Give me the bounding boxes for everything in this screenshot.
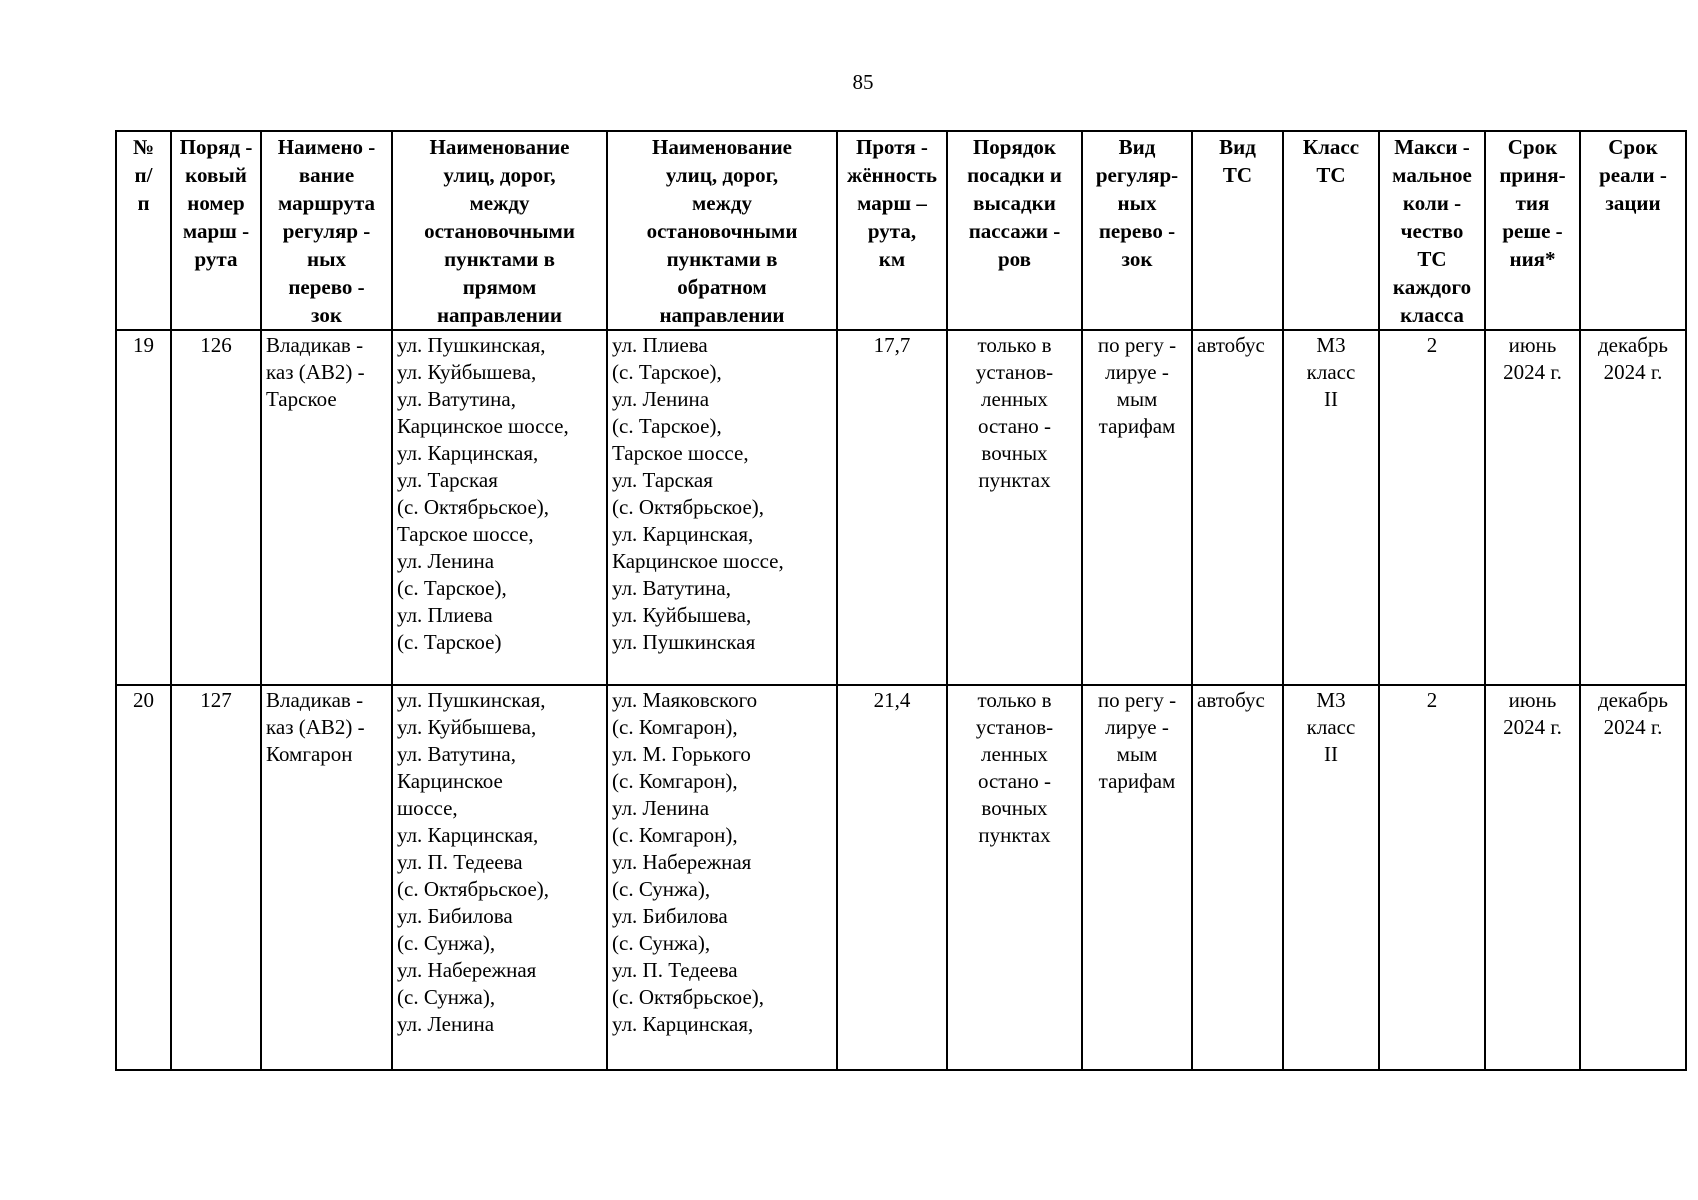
cell-number: 19 [116,330,171,685]
header-route-name: Наимено - вание маршрута регуляр - ных перево - зок [261,131,392,330]
cell-boarding-order: только в установ- ленных остано - вочных пунктах [947,330,1082,685]
cell-max-vehicles: 2 [1379,685,1485,1070]
table-row [116,685,1686,1070]
cell-route-length: 21,4 [837,685,947,1070]
cell-decision-date: июнь 2024 г. [1485,330,1580,685]
header-route-number: Поряд - ковый номер марш - рута [171,131,261,330]
header-reverse-streets: Наименование улиц, дорог, между остановочными пунктами в обратном направлении [607,131,837,330]
routes-table [115,130,1687,1071]
header-transport-type: Вид регуляр- ных перево - зок [1082,131,1192,330]
header-decision-date: Срок приня- тия реше - ния* [1485,131,1580,330]
cell-route-length: 17,7 [837,330,947,685]
cell-forward-streets: ул. Пушкинская, ул. Куйбышева, ул. Ватутина, Карцинское шоссе, ул. Карцинская, ул. Тарская (с. Октябрьское), Тарское шоссе, ул. Ленина (с. Тарское), ул. Плиева (с. Тарское) [392,330,607,685]
page-number: 85 [852,70,874,94]
header-vehicle-type: Вид ТС [1192,131,1283,330]
cell-reverse-streets: ул. Плиева (с. Тарское), ул. Ленина (с. Тарское), Тарское шоссе, ул. Тарская (с. Октябрьское), ул. Карцинская, Карцинское шоссе, ул. Ватутина, ул. Куйбышева, ул. Пушкинская [607,330,837,685]
cell-route-number: 127 [171,685,261,1070]
cell-implementation-date: декабрь 2024 г. [1580,685,1686,1070]
cell-vehicle-type: автобус [1192,685,1283,1070]
cell-max-vehicles: 2 [1379,330,1485,685]
cell-boarding-order: только в установ- ленных остано - вочных пунктах [947,685,1082,1070]
header-number: № п/ п [116,131,171,330]
cell-transport-type: по регу - лируе - мым тарифам [1082,330,1192,685]
cell-vehicle-class: М3 класс II [1283,330,1379,685]
table-header-row [116,131,1686,330]
cell-reverse-streets: ул. Маяковского (с. Комгарон), ул. М. Горького (с. Комгарон), ул. Ленина (с. Комгарон), ул. Набережная (с. Сунжа), ул. Бибилова (с. Сунжа), ул. П. Тедеева (с. Октябрьское), ул. Карцинская, [607,685,837,1070]
header-forward-streets: Наименование улиц, дорог, между остановочными пунктами в прямом направлении [392,131,607,330]
cell-route-name: Владикав - каз (АВ2) - Тарское [261,330,392,685]
header-route-length: Протя - жённость марш – рута, км [837,131,947,330]
cell-transport-type: по регу - лируе - мым тарифам [1082,685,1192,1070]
header-vehicle-class: Класс ТС [1283,131,1379,330]
cell-decision-date: июнь 2024 г. [1485,685,1580,1070]
cell-vehicle-class: М3 класс II [1283,685,1379,1070]
cell-forward-streets: ул. Пушкинская, ул. Куйбышева, ул. Ватутина, Карцинское шоссе, ул. Карцинская, ул. П. Тедеева (с. Октябрьское), ул. Бибилова (с. Сунжа), ул. Набережная (с. Сунжа), ул. Ленина [392,685,607,1070]
cell-number: 20 [116,685,171,1070]
cell-route-name: Владикав - каз (АВ2) - Комгарон [261,685,392,1070]
cell-implementation-date: декабрь 2024 г. [1580,330,1686,685]
header-implementation-date: Срок реали - зации [1580,131,1686,330]
header-max-vehicles: Макси - мальное коли - чество ТС каждого класса [1379,131,1485,330]
cell-route-number: 126 [171,330,261,685]
table-row [116,330,1686,685]
header-boarding-order: Порядок посадки и высадки пассажи - ров [947,131,1082,330]
cell-vehicle-type: автобус [1192,330,1283,685]
